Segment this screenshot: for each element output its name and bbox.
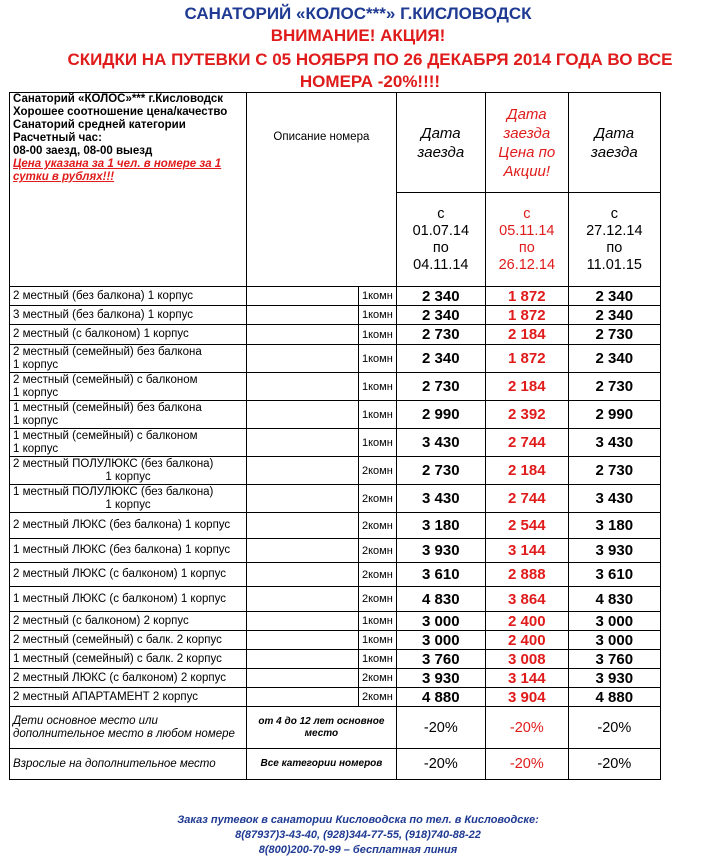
- room-name: [10, 485, 247, 513]
- room-name: [10, 688, 247, 707]
- table-row: [10, 306, 661, 325]
- info-line: Расчетный час:: [13, 132, 102, 144]
- room-spacer: [247, 287, 359, 306]
- room-name-line: 1 местный (семейный) с балконом: [13, 429, 198, 442]
- room-name: [10, 373, 247, 401]
- room-name-line: 2 местный (с балконом) 2 корпус: [13, 614, 189, 627]
- table-row: [10, 612, 661, 631]
- date-line: 11.01.15: [586, 256, 642, 273]
- room-spacer: [247, 612, 359, 631]
- price-holiday: 3 000: [568, 612, 660, 631]
- children-label: Дети основное место или дополнительное место в любом номере: [10, 707, 247, 749]
- price-regular: 4 830: [396, 587, 485, 612]
- col1-dates: [396, 193, 485, 287]
- room-name: [10, 650, 247, 669]
- room-name-line: 1 корпус: [105, 498, 151, 511]
- room-name-line: 2 местный (семейный) с балк. 2 корпус: [13, 633, 222, 646]
- date-line: с: [523, 205, 531, 222]
- price-promo: 2 888: [485, 563, 568, 587]
- price-promo: 1 872: [485, 287, 568, 306]
- price-regular: 3 610: [396, 563, 485, 587]
- room-name-line: 2 местный (семейный) с балконом: [13, 373, 198, 386]
- table-row: [10, 485, 661, 513]
- price-promo: 1 872: [485, 345, 568, 373]
- table-row: [10, 688, 661, 707]
- children-age: от 4 до 12 лет основное место: [247, 707, 397, 749]
- price-regular: 3 430: [396, 485, 485, 513]
- room-name: [10, 513, 247, 539]
- price-holiday: 3 760: [568, 650, 660, 669]
- price-holiday: 2 730: [568, 457, 660, 485]
- room-spacer: [247, 485, 359, 513]
- price-holiday: 3 000: [568, 631, 660, 650]
- room-count: 2комн: [359, 539, 397, 563]
- price-holiday: 2 340: [568, 306, 660, 325]
- children-row: [10, 707, 661, 749]
- room-name: [10, 612, 247, 631]
- price-promo: 3 144: [485, 539, 568, 563]
- room-count: 2комн: [359, 688, 397, 707]
- room-name: [10, 563, 247, 587]
- price-regular: 3 930: [396, 539, 485, 563]
- footer-free-line: 8(800)200-70-99 – бесплатная линия: [258, 844, 458, 856]
- date-line: с: [437, 205, 445, 222]
- room-count: 1комн: [359, 650, 397, 669]
- date-line: по: [518, 239, 535, 256]
- price-promo: 2 400: [485, 631, 568, 650]
- price-promo: 3 008: [485, 650, 568, 669]
- price-holiday: 2 730: [568, 373, 660, 401]
- room-name: [10, 306, 247, 325]
- room-name: [10, 401, 247, 429]
- price-promo: 3 864: [485, 587, 568, 612]
- price-holiday: 2 730: [568, 325, 660, 345]
- price-regular: 3 430: [396, 429, 485, 457]
- room-spacer: [247, 373, 359, 401]
- table-row: [10, 287, 661, 306]
- room-count: 1комн: [359, 401, 397, 429]
- room-name-line: 1 местный (семейный) с балк. 2 корпус: [13, 652, 222, 665]
- room-name: [10, 669, 247, 688]
- room-count: 1комн: [359, 429, 397, 457]
- room-name-line: 2 местный (семейный) без балкона: [13, 345, 202, 358]
- price-holiday: 2 990: [568, 401, 660, 429]
- adults-row: [10, 749, 661, 780]
- room-spacer: [247, 513, 359, 539]
- room-spacer: [247, 429, 359, 457]
- room-name: [10, 325, 247, 345]
- table-row: [10, 631, 661, 650]
- table-row: [10, 587, 661, 612]
- date-line: 05.11.14: [499, 222, 555, 239]
- room-spacer: [247, 650, 359, 669]
- room-count: 1комн: [359, 612, 397, 631]
- col2-dates: [485, 193, 568, 287]
- price-holiday: 2 340: [568, 345, 660, 373]
- table-row: [10, 401, 661, 429]
- adults-category: Все категории номеров: [247, 749, 397, 780]
- price-regular: 2 990: [396, 401, 485, 429]
- room-name: [10, 457, 247, 485]
- date-line: по: [432, 239, 449, 256]
- room-count: 1комн: [359, 373, 397, 401]
- room-name-line: 2 местный ЛЮКС (без балкона) 1 корпус: [13, 519, 231, 531]
- price-holiday: 3 430: [568, 429, 660, 457]
- room-name: [10, 287, 247, 306]
- price-promo: 2 744: [485, 485, 568, 513]
- room-spacer: [247, 669, 359, 688]
- price-promo: 2 184: [485, 457, 568, 485]
- room-count: 2комн: [359, 669, 397, 688]
- info-line: Санаторий средней категории: [13, 119, 186, 131]
- col1-header: Дата заезда: [396, 93, 485, 193]
- room-name: [10, 631, 247, 650]
- price-regular: 3 000: [396, 631, 485, 650]
- col3-dates: [568, 193, 660, 287]
- price-note: Цена указана за 1 чел. в номере за 1 сутки в рублях!!!: [13, 158, 222, 183]
- promo-heading: СКИДКИ НА ПУТЕВКИ С 05 НОЯБРЯ ПО 26 ДЕКАБРЯ 2014 ГОДА ВО ВСЕ НОМЕРА -20%!!!!: [67, 50, 673, 91]
- room-spacer: [247, 457, 359, 485]
- room-spacer: [247, 587, 359, 612]
- room-name-line: 2 местный ЛЮКС (с балконом) 1 корпус: [13, 568, 226, 580]
- price-regular: 3 760: [396, 650, 485, 669]
- room-spacer: [247, 401, 359, 429]
- room-name-line: 3 местный (без балкона) 1 корпус: [13, 308, 193, 321]
- price-promo: 2 400: [485, 612, 568, 631]
- children-discount-2: -20%: [485, 707, 568, 749]
- room-name: [10, 429, 247, 457]
- room-name-line: 1 местный ЛЮКС (с балконом) 1 корпус: [13, 592, 226, 605]
- sanatorium-info: [10, 93, 247, 287]
- room-name-line: 1 корпус: [13, 442, 59, 455]
- table-row: [10, 669, 661, 688]
- price-promo: 2 184: [485, 373, 568, 401]
- price-regular: 2 730: [396, 325, 485, 345]
- room-name-line: 1 корпус: [13, 358, 59, 371]
- room-spacer: [247, 325, 359, 345]
- attention-heading: ВНИМАНИЕ! АКЦИЯ!: [270, 26, 446, 45]
- room-name-line: 1 корпус: [13, 414, 59, 427]
- price-promo: 3 904: [485, 688, 568, 707]
- room-name-line: 1 местный ПОЛУЛЮКС (без балкона): [13, 485, 214, 498]
- sanatorium-title: САНАТОРИЙ «КОЛОС***» Г.КИСЛОВОДСК: [184, 4, 532, 23]
- room-count: 1комн: [359, 287, 397, 306]
- room-spacer: [247, 563, 359, 587]
- footer-order-line: Заказ путевок в санатории Кисловодска по тел. в Кисловодске:: [177, 814, 539, 826]
- room-count: 2комн: [359, 513, 397, 539]
- info-line: Хорошее соотношение цена/качество: [13, 106, 228, 118]
- date-line: 01.07.14: [412, 222, 470, 239]
- room-spacer: [247, 306, 359, 325]
- price-table: [9, 92, 661, 780]
- room-name-line: 1 корпус: [13, 386, 59, 399]
- room-spacer: [247, 345, 359, 373]
- price-holiday: 3 610: [568, 563, 660, 587]
- col3-header: Дата заезда: [568, 93, 660, 193]
- children-discount-1: -20%: [396, 707, 485, 749]
- room-count: 2комн: [359, 485, 397, 513]
- table-row: [10, 429, 661, 457]
- table-row: [10, 650, 661, 669]
- price-regular: 2 340: [396, 306, 485, 325]
- price-regular: 3 180: [396, 513, 485, 539]
- price-promo: 2 544: [485, 513, 568, 539]
- adults-discount-3: -20%: [568, 749, 660, 780]
- room-name-line: 2 местный АПАРТАМЕНТ 2 корпус: [13, 690, 199, 703]
- room-count: 1комн: [359, 306, 397, 325]
- price-holiday: 2 340: [568, 287, 660, 306]
- children-discount-3: -20%: [568, 707, 660, 749]
- adults-discount-2: -20%: [485, 749, 568, 780]
- price-regular: 2 730: [396, 457, 485, 485]
- price-regular: 2 340: [396, 345, 485, 373]
- price-promo: 1 872: [485, 306, 568, 325]
- room-count: 2комн: [359, 457, 397, 485]
- table-row: [10, 373, 661, 401]
- col2-header: Дата заезда Цена по Акции!: [485, 93, 568, 193]
- price-holiday: 3 180: [568, 513, 660, 539]
- room-description-header: Описание номера: [247, 93, 397, 287]
- room-name-line: 1 корпус: [105, 470, 151, 483]
- room-name-line: 2 местный (с балконом) 1 корпус: [13, 328, 189, 340]
- info-line: 08-00 заезд, 08-00 выезд: [13, 145, 153, 157]
- price-promo: 3 144: [485, 669, 568, 688]
- price-holiday: 3 930: [568, 669, 660, 688]
- table-row: [10, 325, 661, 345]
- date-line: с: [610, 205, 618, 222]
- date-line: 04.11.14: [413, 256, 469, 273]
- price-regular: 2 730: [396, 373, 485, 401]
- price-holiday: 3 430: [568, 485, 660, 513]
- date-line: 27.12.14: [586, 222, 643, 239]
- price-promo: 2 184: [485, 325, 568, 345]
- room-count: 1комн: [359, 345, 397, 373]
- price-regular: 3 930: [396, 669, 485, 688]
- room-count: 1комн: [359, 325, 397, 345]
- room-name-line: 1 местный ЛЮКС (без балкона) 1 корпус: [13, 544, 231, 556]
- room-name-line: 1 местный (семейный) без балкона: [13, 401, 202, 414]
- date-line: 26.12.14: [498, 256, 556, 273]
- room-name-line: 2 местный (без балкона) 1 корпус: [13, 289, 193, 302]
- price-regular: 2 340: [396, 287, 485, 306]
- table-row: [10, 457, 661, 485]
- price-holiday: 4 880: [568, 688, 660, 707]
- room-spacer: [247, 539, 359, 563]
- price-holiday: 4 830: [568, 587, 660, 612]
- date-line: по: [606, 239, 623, 256]
- room-count: 2комн: [359, 587, 397, 612]
- price-regular: 4 880: [396, 688, 485, 707]
- room-name: [10, 539, 247, 563]
- adults-label: Взрослые на дополнительное место: [10, 749, 247, 780]
- price-regular: 3 000: [396, 612, 485, 631]
- room-count: 1комн: [359, 631, 397, 650]
- table-row: [10, 345, 661, 373]
- price-holiday: 3 930: [568, 539, 660, 563]
- room-name-line: 2 местный ЛЮКС (с балконом) 2 корпус: [13, 671, 226, 684]
- room-rows: [10, 287, 661, 707]
- table-row: [10, 513, 661, 539]
- price-promo: 2 744: [485, 429, 568, 457]
- room-spacer: [247, 631, 359, 650]
- footer-phones: 8(87937)3-43-40, (928)344-77-55, (918)740-88-22: [235, 829, 481, 841]
- room-count: 2комн: [359, 563, 397, 587]
- room-spacer: [247, 688, 359, 707]
- header-row-top: [10, 93, 661, 193]
- adults-discount-1: -20%: [396, 749, 485, 780]
- room-name-line: 2 местный ПОЛУЛЮКС (без балкона): [13, 457, 214, 470]
- table-row: [10, 539, 661, 563]
- room-name: [10, 345, 247, 373]
- price-promo: 2 392: [485, 401, 568, 429]
- info-line: Санаторий «КОЛОС»*** г.Кисловодск: [13, 93, 224, 105]
- table-row: [10, 563, 661, 587]
- room-name: [10, 587, 247, 612]
